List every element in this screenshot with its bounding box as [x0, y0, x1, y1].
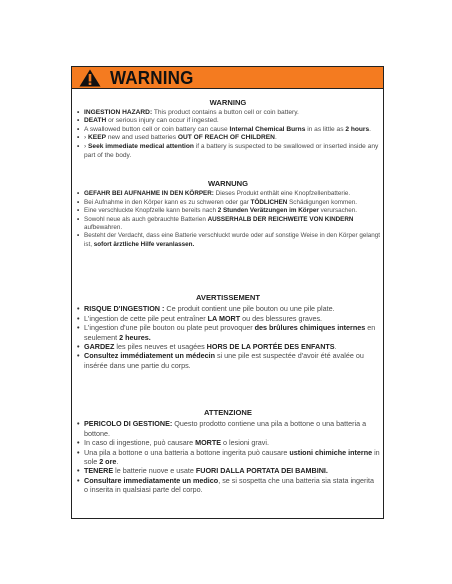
- bold-text: FUORI DALLA PORTATA DEI BAMBINI.: [195, 466, 328, 476]
- item-text: In caso di ingestione, può causare: [84, 438, 196, 448]
- list-item: [76, 126, 380, 135]
- list-item: [76, 199, 380, 207]
- bullet-list: [76, 419, 380, 494]
- item-text: .: [274, 134, 277, 142]
- bold-text: INGESTION HAZARD:: [84, 108, 153, 116]
- bullet-list: [76, 190, 380, 249]
- section-french: [76, 293, 380, 370]
- list-item: [76, 190, 380, 198]
- bold-text: TENERE: [84, 466, 114, 476]
- item-text: new and used batteries: [106, 134, 178, 142]
- item-text: Bei Aufnahme in den Körper kann es zu schweren oder gar: [84, 198, 251, 206]
- list-item: [76, 216, 380, 233]
- list-item: [76, 232, 380, 249]
- list-item: [76, 117, 380, 126]
- section-english: [76, 99, 380, 160]
- item-text: en seulement: [84, 323, 376, 342]
- item-text: les piles neuves et usagées: [114, 342, 207, 352]
- bold-text: HORS DE LA PORTÉE DES ENFANTS: [206, 342, 335, 352]
- item-text: Besteht der Verdacht, dass eine Batterie verschluckt wurde oder auf sonstige Weise in den Körper gelangt ist,: [84, 232, 381, 248]
- bold-text: sofort ärztliche Hilfe veranlassen.: [93, 240, 195, 248]
- item-text: verursachen.: [318, 207, 357, 215]
- bold-text: 2 Stunden Verätzungen im Körper: [217, 207, 319, 215]
- item-text: si une pile est suspectée d'avoir été avalée ou insérée dans une partie du corps.: [84, 351, 364, 370]
- list-item: [76, 342, 380, 351]
- list-item: [76, 207, 380, 215]
- list-item: [76, 314, 380, 323]
- list-item: [76, 466, 380, 475]
- item-text: A swallowed button cell or coin battery can cause: [84, 125, 230, 133]
- bold-text: TÖDLICHEN: [250, 198, 288, 206]
- item-text: Dieses Produkt enthält eine Knopfzellenbatterie.: [213, 190, 351, 198]
- item-text: , se si sospetta che una batteria sia stata ingerita o inserita in qualsiasi parte del corpo.: [84, 475, 375, 495]
- item-text: .: [116, 457, 119, 467]
- bold-text: ustioni chimiche interne: [289, 447, 373, 457]
- bold-text: 2 heures.: [119, 332, 151, 342]
- item-text: ou des blessures graves.: [240, 313, 323, 323]
- list-item: [76, 438, 380, 447]
- bold-text: des brûlures chimiques internes: [254, 323, 366, 333]
- bold-text: GEFAHR BEI AUFNAHME IN DEN KÖRPER:: [84, 190, 214, 198]
- list-item: [76, 134, 380, 143]
- bold-text: PERICOLO DI GESTIONE:: [84, 419, 173, 429]
- item-text: Eine verschluckte Knopfzelle kann bereits nach: [84, 207, 218, 215]
- section-heading: WARNING: [209, 98, 247, 107]
- item-text: o lesioni gravi.: [221, 438, 269, 448]
- item-text: aufbewahren.: [84, 224, 123, 232]
- warning-triangle-icon: [79, 69, 101, 87]
- bold-text: RISQUE D'INGESTION :: [84, 304, 165, 314]
- item-text: ›: [84, 134, 89, 142]
- list-item: [76, 109, 380, 118]
- banner-title: WARNING: [110, 67, 194, 88]
- item-text: ›: [84, 142, 89, 150]
- warning-banner: [72, 67, 383, 89]
- list-item: [76, 323, 380, 342]
- bold-text: MORTE: [195, 438, 222, 448]
- bold-text: Internal Chemical Burns: [229, 125, 306, 133]
- item-text: Ce produit contient une pile bouton ou une pile plate.: [164, 304, 335, 314]
- section-heading: WARNUNG: [207, 179, 249, 188]
- item-text: This product contains a button cell or coin battery.: [152, 108, 299, 116]
- item-text: .: [334, 342, 337, 352]
- bold-text: Consultez immédiatement un médecin: [84, 351, 215, 361]
- section-heading: ATTENZIONE: [204, 408, 252, 417]
- list-item: [76, 304, 380, 313]
- item-text: if a battery is suspected to be swallowed or inserted inside any part of the body.: [84, 142, 379, 159]
- item-text: in as little as: [305, 125, 346, 133]
- item-text: L'ingestion de cette pile peut entraîner: [84, 313, 208, 323]
- item-text: Schädigungen kommen.: [287, 198, 358, 206]
- list-item: [76, 448, 380, 467]
- list-item: [76, 419, 380, 438]
- list-item: [76, 143, 380, 160]
- section-heading: AVERTISSEMENT: [196, 293, 260, 302]
- list-item: [76, 476, 380, 495]
- item-text: L'ingestion d'une pile bouton ou plate peut provoquer: [84, 323, 255, 333]
- item-text: Sowohl neue als auch gebrauchte Batterien: [84, 215, 208, 223]
- section-german: [76, 180, 380, 249]
- section-italian: [76, 408, 380, 495]
- item-text: or serious injury can occur if ingested.: [106, 117, 219, 125]
- bullet-list: [76, 109, 380, 161]
- bold-text: 2 ore: [99, 457, 117, 467]
- bold-text: OUT OF REACH OF CHILDREN: [177, 134, 275, 142]
- bold-text: 2 hours: [345, 125, 370, 133]
- bold-text: KEEP: [88, 134, 106, 142]
- warning-label: [71, 66, 384, 519]
- bold-text: GARDEZ: [84, 342, 115, 352]
- bold-text: AUSSERHALB DER REICHWEITE VON KINDERN: [207, 215, 354, 223]
- item-text: in sole: [84, 447, 380, 467]
- item-text: Una pila a bottone o una batteria a bottone ingerita può causare: [84, 447, 290, 457]
- list-item: [76, 351, 380, 370]
- bold-text: LA MORT: [207, 313, 241, 323]
- bold-text: DEATH: [84, 117, 107, 125]
- bold-text: Consultare immediatamente un medico: [84, 475, 219, 485]
- item-text: le batterie nuove e usate: [113, 466, 196, 476]
- bullet-list: [76, 304, 380, 370]
- bold-text: Seek immediate medical attention: [88, 142, 194, 150]
- item-text: Questo prodotto contiene una pila a bottone o una batteria a bottone.: [84, 419, 367, 438]
- item-text: .: [369, 125, 371, 133]
